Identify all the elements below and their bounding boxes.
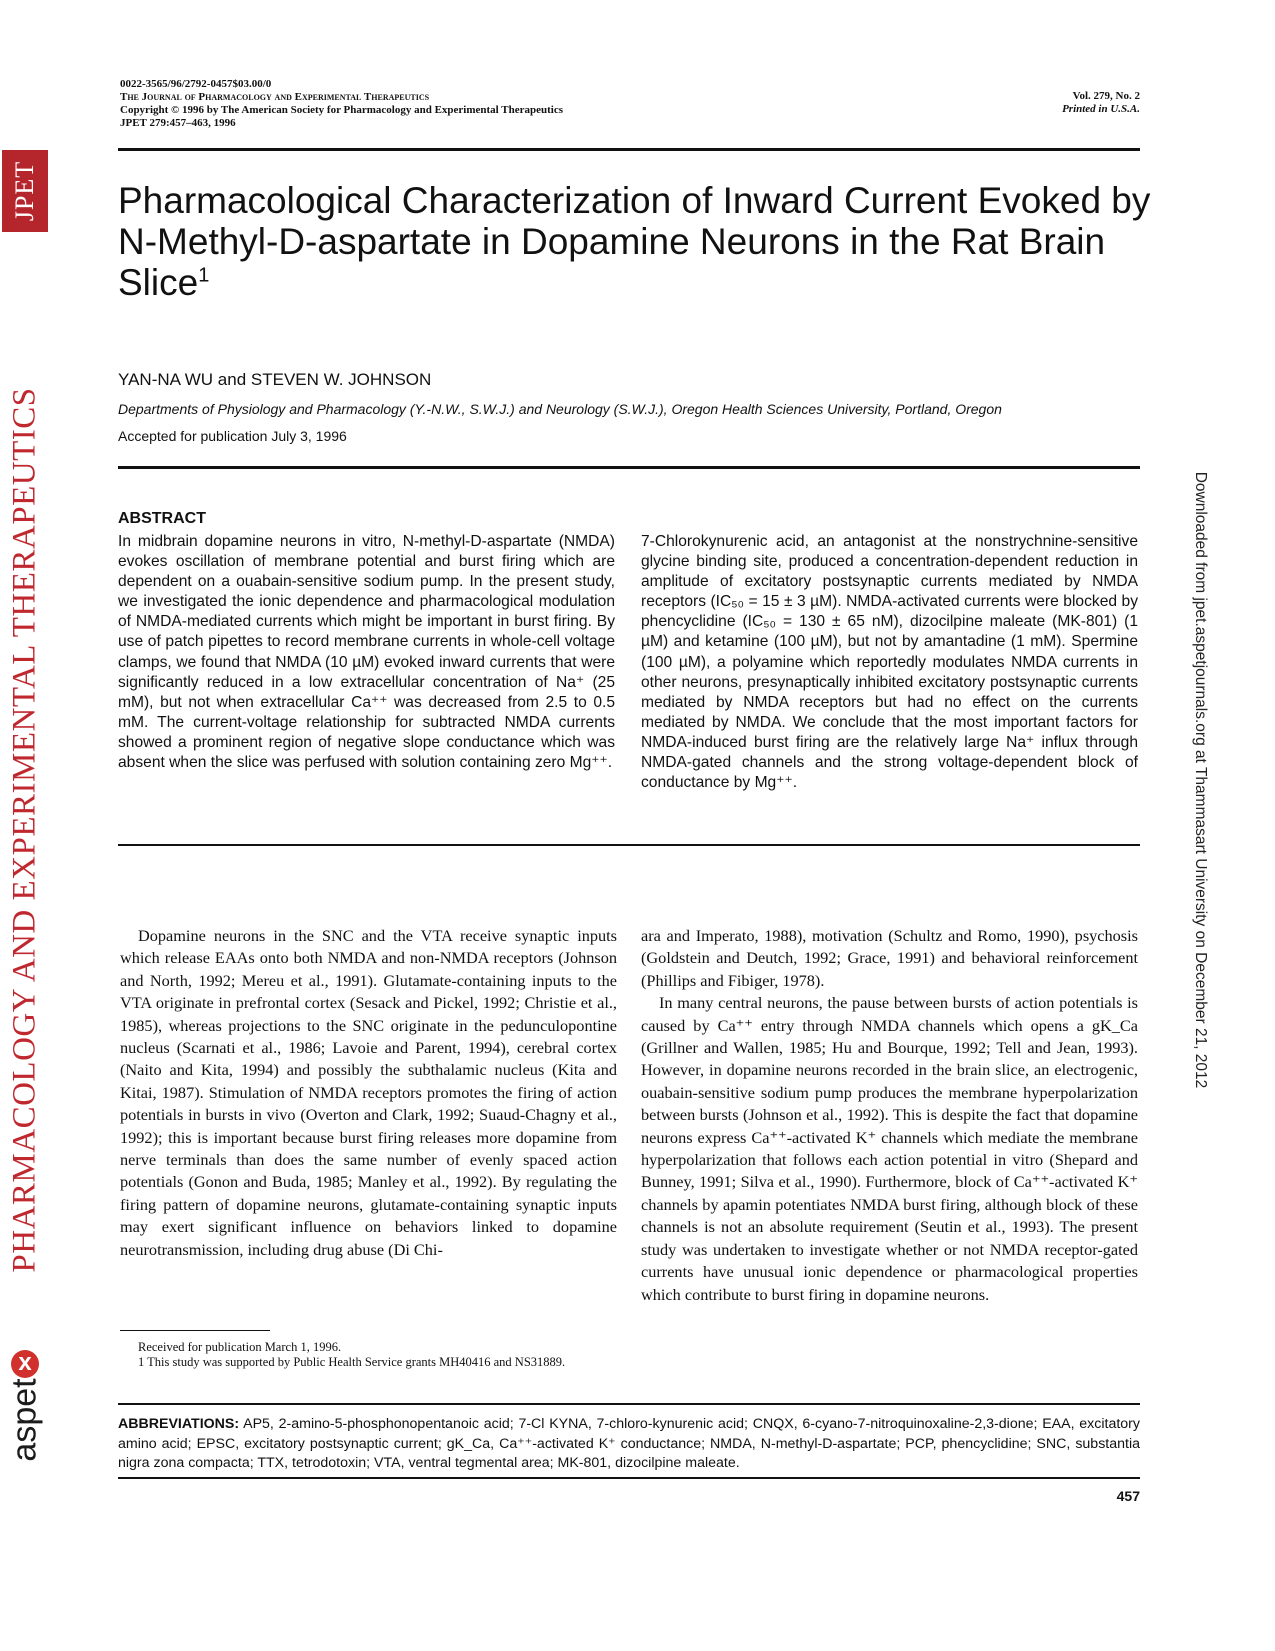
volume-info [1000,90,1140,116]
abstract-rule [118,844,1140,846]
copyright-line: Copyright © 1996 by The American Society for Pharmacology and Experimental Therapeutics [120,104,564,116]
aspet-logo [3,1350,47,1470]
issn-line: 0022-3565/96/2792-0457$03.00/0 [120,78,272,90]
accepted-date: Accepted for publication July 3, 1996 [118,428,347,444]
printed-line: Printed in U.S.A. [1062,103,1140,115]
bottom-rule [118,1477,1140,1479]
affiliation: Departments of Physiology and Pharmacology (Y.-N.W., S.W.J.) and Neurology (S.W.J.), Oregon Health Sciences University, Portland, Oregon [118,401,1002,417]
abbreviations-label: ABBREVIATIONS: [118,1416,240,1432]
body-right-column [641,925,1138,1306]
download-note: Downloaded from jpet.aspetjournals.org at Thammasart University on December 21, 2012 [1192,471,1209,1089]
abbreviations [118,1415,1140,1474]
abbreviations-text: AP5, 2-amino-5-phosphonopentanoic acid; 7-Cl KYNA, 7-chloro-kynurenic acid; CNQX, 6-cyano-7-nitroquinoxaline-2,3-dione; EAA, excitatory amino acid; EPSC, excitatory postsynaptic current; gK_Ca, Ca⁺⁺-activated K⁺ conductance; NMDA, N-methyl-D-aspartate; PCP, phencyclidine; SNC, substantia nigra zona compacta; TTX, tetrodotoxin; VTA, ventral tegmental area; MK-801, dizocilpine maleate. [118,1416,1140,1471]
aspet-logo-word: aspet [5,1378,44,1462]
title-rule [118,466,1140,469]
journal-name-vertical: PHARMACOLOGY AND EXPERIMENTAL THERAPEUTICS [6,387,43,1273]
body-left-column [120,925,617,1261]
footnote-rule [120,1330,270,1331]
title-footnote-mark: 1 [198,264,210,287]
journal-side-banner [0,150,50,1462]
abstract-right-column: 7-Chlorokynurenic acid, an antagonist at the nonstrychnine-sensitive glycine binding site, produced a concentration-dependent reduction in amplitude of excitatory postsynaptic currents mediated by NMDA receptors (IC₅₀ = 15 ± 3 µM). NMDA-activated currents were blocked by phencyclidine (IC₅₀ = 130 ± 65 nM), dizocilpine maleate (MK-801) (1 µM) and ketamine (100 µM), but not by amantadine (1 mM). Spermine (100 µM), a polyamine which reportedly modulates NMDA currents in other neurons, presynaptically inhibited excitatory postsynaptic currents mediated by NMDA receptors but had no effect on the currents mediated by NMDA. We conclude that the most important factors for NMDA-induced burst firing are the relatively large Na⁺ influx through NMDA-gated channels and the strong voltage-dependent block of conductance by Mg⁺⁺. [641,533,1138,792]
volume-line: Vol. 279, No. 2 [1072,90,1140,102]
body-paragraph: ara and Imperato, 1988), motivation (Schultz and Romo, 1990), psychosis (Goldstein and Deutch, 1992; Grace, 1991) and behavioral reinforcement (Phillips and Fibiger, 1978). [641,926,1138,990]
support-footnote: 1 This study was supported by Public Health Service grants MH40416 and NS31889. [138,1355,566,1369]
title-text: Pharmacological Characterization of Inward Current Evoked by N-Methyl-D-aspartate in Dopamine Neurons in the Rat Brain Slice [118,180,1151,303]
body-paragraph: Dopamine neurons in the SNC and the VTA receive synaptic inputs which release EAAs onto both NMDA and non-NMDA receptors (Johnson and North, 1992; Mereu et al., 1991). Glutamate-containing inputs to the VTA originate in prefrontal cortex (Sesack and Pickel, 1992; Christie et al., 1985), whereas projections to the SNC originate in the pedunculopontine nucleus (Scarnati et al., 1986; Lavoie and Parent, 1994), cerebral cortex (Naito and Kita, 1994) and possibly the subthalamic nucleus (Kita and Kitai, 1987). Stimulation of NMDA receptors promotes the firing of action potentials in bursts in vivo (Overton and Clark, 1992; Suaud-Chagny et al., 1992); this is important because burst firing releases more dopamine from nerve terminals than does the same number of evenly spaced action potentials (Gonon and Buda, 1985; Manley et al., 1992). By regulating the firing pattern of dopamine neurons, glutamate-containing synaptic inputs may exert significant influence on behaviors linked to dopamine neurotransmission, including drug abuse (Di Chi- [120,926,617,1259]
journal-line: The Journal of Pharmacology and Experimental Therapeutics [120,91,430,103]
aspet-logo-x: x [18,1349,32,1376]
article-title [118,180,1158,303]
page-number: 457 [1116,1488,1140,1504]
abstract-left-column: In midbrain dopamine neurons in vitro, N-methyl-D-aspartate (NMDA) evokes oscillation of membrane potential and burst firing which are dependent on a ouabain-sensitive sodium pump. In the present study, we investigated the ionic dependence and pharmacological modulation of NMDA-mediated currents which might be important in burst firing. By use of patch pipettes to record membrane currents in whole-cell voltage clamps, we found that NMDA (10 µM) evoked inward currents that were significantly reduced in a low extracellular concentration of Na⁺ (25 mM), but not when extracellular Ca⁺⁺ was decreased from 2.5 to 0.5 mM. The current-voltage relationship for subtracted NMDA currents showed a prominent region of negative slope conductance which was absent when the slice was perfused with solution containing zero Mg⁺⁺. [118,533,615,772]
abbreviations-rule [118,1403,1140,1405]
journal-header [120,78,563,130]
authors: YAN-NA WU and STEVEN W. JOHNSON [118,370,432,389]
abstract-heading: ABSTRACT [118,510,206,527]
header-rule [118,148,1140,151]
received-footnote: Received for publication March 1, 1996. [138,1340,342,1354]
body-paragraph: In many central neurons, the pause between bursts of action potentials is caused by Ca⁺⁺ entry through NMDA channels which opens a gK_Ca (Grillner and Wallen, 1985; Hu and Bourque, 1992; Tell and Jean, 1993). However, in dopamine neurons recorded in the brain slice, an electrogenic, ouabain-sensitive sodium pump produces the membrane hyperpolarization between bursts (Johnson et al., 1992). This is despite the fact that dopamine neurons express Ca⁺⁺-activated K⁺ channels which mediate the membrane hyperpolarization that follows each action potential in vitro (Shepard and Bunney, 1991; Silva et al., 1990). Furthermore, block of Ca⁺⁺-activated K⁺ channels by apamin potentiates NMDA burst firing, although block of these channels is not an absolute requirement (Seutin et al., 1993). The present study was undertaken to investigate whether or not NMDA receptor-gated currents have unusual ionic dependence or pharmacological properties which contribute to burst firing in dopamine neurons. [641,993,1138,1304]
jpet-label-box [2,150,48,232]
jpet-label: JPET [10,160,39,222]
citation-line: JPET 279:457–463, 1996 [120,117,236,129]
footnotes [120,1340,617,1370]
